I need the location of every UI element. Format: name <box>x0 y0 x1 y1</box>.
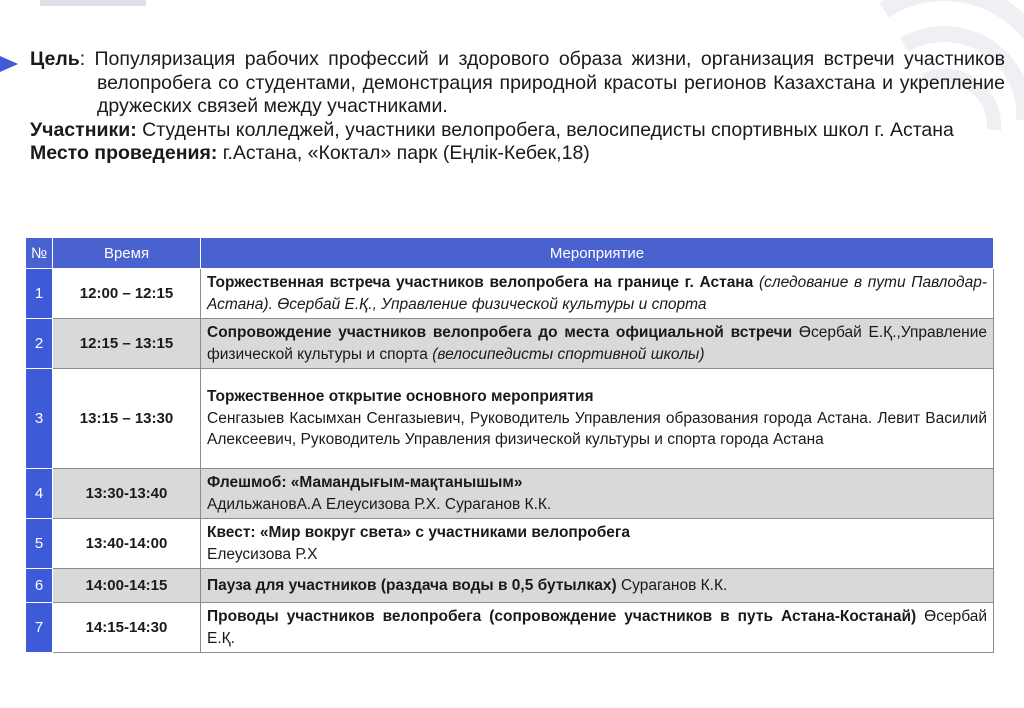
row-time: 12:00 – 12:15 <box>53 269 201 319</box>
row-number: 6 <box>26 569 53 603</box>
event-title: Квест: «Мир вокруг света» с участниками велопробега <box>207 524 630 541</box>
event-title: Флешмоб: «Мамандығым-мақтанышым» <box>207 474 523 491</box>
event-title: Сопровождение участников велопробега до места официальной встречи <box>207 324 793 341</box>
event-note: (следование в пути Павлодар-Астана). Өсербай Е.Қ., Управление физической культуры и спорта <box>207 274 987 313</box>
table-row <box>26 519 994 569</box>
row-time: 14:00-14:15 <box>53 569 201 603</box>
row-number: 7 <box>26 603 53 653</box>
goal-paragraph <box>30 48 1005 119</box>
schedule-table <box>25 237 994 653</box>
table-row <box>26 369 994 469</box>
venue-paragraph <box>30 142 1005 166</box>
row-event <box>201 469 994 519</box>
participants-text: Студенты колледжей, участники велопробега, велосипедисты спортивных школ г. Астана <box>136 118 954 141</box>
row-number: 5 <box>26 519 53 569</box>
row-number: 1 <box>26 269 53 319</box>
participants-paragraph <box>30 119 1005 143</box>
event-title: Проводы участников велопробега (сопровождение участников в путь Астана-Костанай) <box>207 608 917 625</box>
row-event <box>201 369 994 469</box>
column-header-event: Мероприятие <box>201 238 994 269</box>
table-row <box>26 603 994 653</box>
row-number: 3 <box>26 369 53 469</box>
row-time: 12:15 – 13:15 <box>53 319 201 369</box>
bullet-arrow-icon <box>0 56 18 72</box>
event-title: Торжественное открытие основного мероприятия <box>207 388 594 406</box>
column-header-time: Время <box>53 238 201 269</box>
event-responsible: АдильжановА.А Елеусизова Р.Х. Сураганов К.К. <box>207 495 552 513</box>
row-time: 13:40-14:00 <box>53 519 201 569</box>
row-time: 14:15-14:30 <box>53 603 201 653</box>
venue-text: г.Астана, «Коктал» парк (Еңлік-Кебек,18) <box>217 142 590 164</box>
goal-label: Цель <box>30 48 80 70</box>
event-responsible: Сураганов К.К. <box>616 576 728 594</box>
table-row <box>26 269 994 319</box>
row-event <box>201 569 994 603</box>
event-title: Пауза для участников (раздача воды в 0,5 бутылках) <box>207 576 617 594</box>
table-row <box>26 569 994 603</box>
row-number: 2 <box>26 319 53 369</box>
row-event <box>201 603 994 653</box>
event-responsible: Сенгазыев Касымхан Сенгазыевич, Руководитель Управления образования города Астана. Левит Василий Алексеевич, Руководитель Управления физической культуры и спорта города Астана <box>207 409 987 449</box>
row-time: 13:15 – 13:30 <box>53 369 201 469</box>
top-decor-bar <box>40 0 146 6</box>
event-responsible: Өсербай Е.Қ. <box>207 608 988 647</box>
event-responsible: Елеусизова Р.Х <box>207 545 318 563</box>
event-responsible: Өсербай Е.Қ.,Управление физической культуры и спорта <box>207 324 987 363</box>
row-event <box>201 519 994 569</box>
column-header-number: № <box>26 238 53 269</box>
event-title: Торжественная встреча участников велопробега на границе г. Астана <box>207 274 754 291</box>
table-row <box>26 469 994 519</box>
event-note: (велосипедисты спортивной школы) <box>432 345 705 363</box>
intro-block <box>30 48 1005 166</box>
row-time: 13:30-13:40 <box>53 469 201 519</box>
row-event <box>201 319 994 369</box>
row-event <box>201 269 994 319</box>
goal-text: : Популяризация рабочих профессий и здорового образа жизни, организация встречи участников велопробега со студентами, демонстрация природной красоты регионов Казахстана и укрепление дружеских связей между участниками. <box>79 48 1005 117</box>
row-number: 4 <box>26 469 53 519</box>
table-row <box>26 319 994 369</box>
venue-label: Место проведения: <box>30 142 218 164</box>
participants-label: Участники: <box>30 118 137 141</box>
table-header-row <box>26 238 994 269</box>
